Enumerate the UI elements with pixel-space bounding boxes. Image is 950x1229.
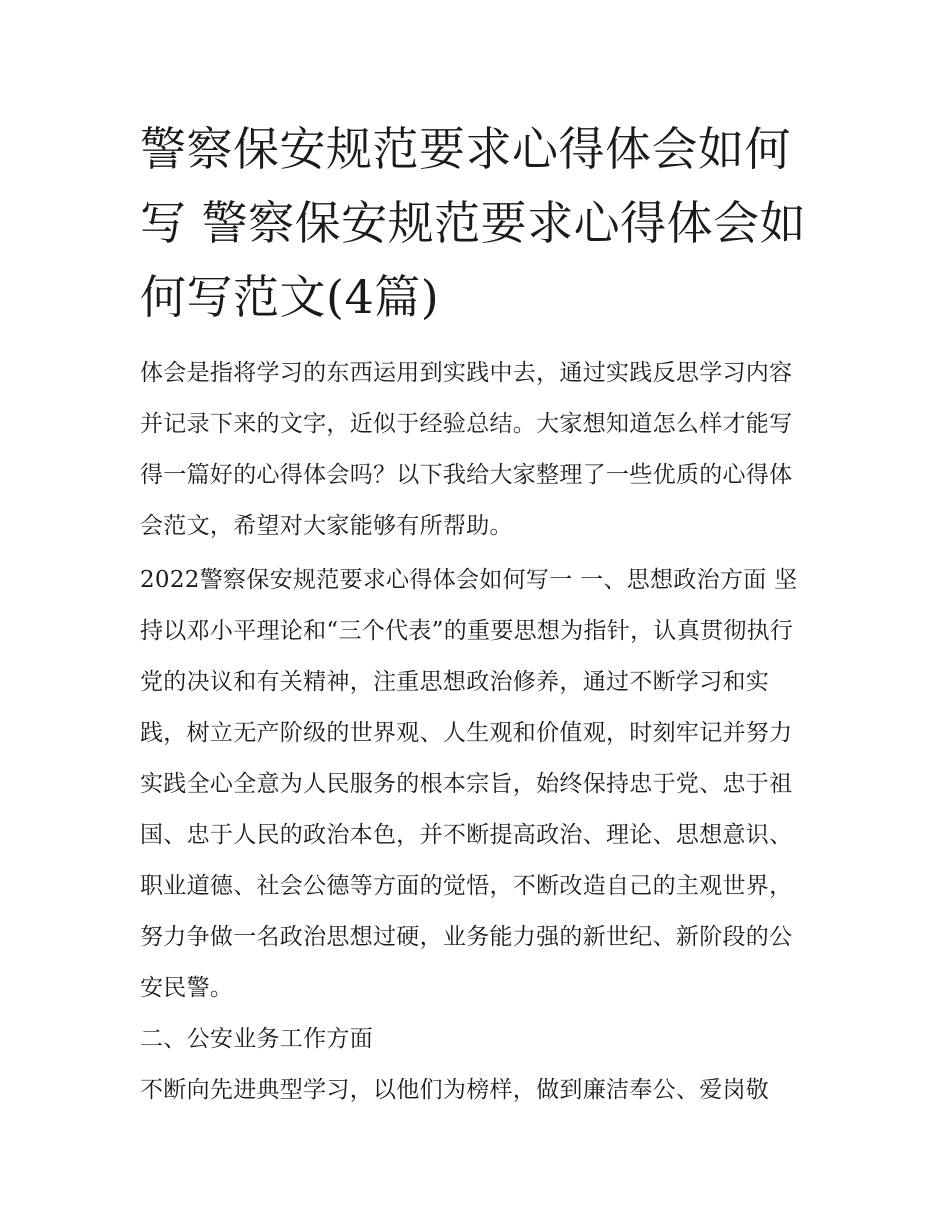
section-one-paragraph: 2022警察保安规范要求心得体会如何写一 一、思想政治方面 坚持以邓小平理论和“三个代表”的重要思想为指针，认真贯彻执行党的决议和有关精神，注重思想政治修养，通过不断学习和实践，树立无产阶级的世界观、人生观和价值观，时刻牢记并努力实践全心全意为人民服务的根本宗旨，始终保持忠于党、忠于祖国、忠于人民的政治本色，并不断提高政治、理论、思想意识、职业道德、社会公德等方面的觉悟，不断改造自己的主观世界，努力争做一名政治思想过硬，业务能力强的新世纪、新阶段的公安民警。	[140, 567, 798, 1001]
section-two-heading: 二、公安业务工作方面	[140, 1026, 373, 1052]
document-content	[140, 112, 812, 1116]
document-title: 警察保安规范要求心得体会如何写 警察保安规范要求心得体会如何写范文(4篇)	[140, 122, 807, 324]
intro-paragraph: 体会是指将学习的东西运用到实践中去，通过实践反思学习内容并记录下来的文字，近似于经验总结。大家想知道怎么样才能写得一篇好的心得体会吗？以下我给大家整理了一些优质的心得体会范文，希望对大家能够有所帮助。	[140, 360, 793, 539]
section-two-paragraph: 不断向先进典型学习，以他们为榜样，做到廉洁奉公、爱岗敬	[140, 1077, 770, 1103]
